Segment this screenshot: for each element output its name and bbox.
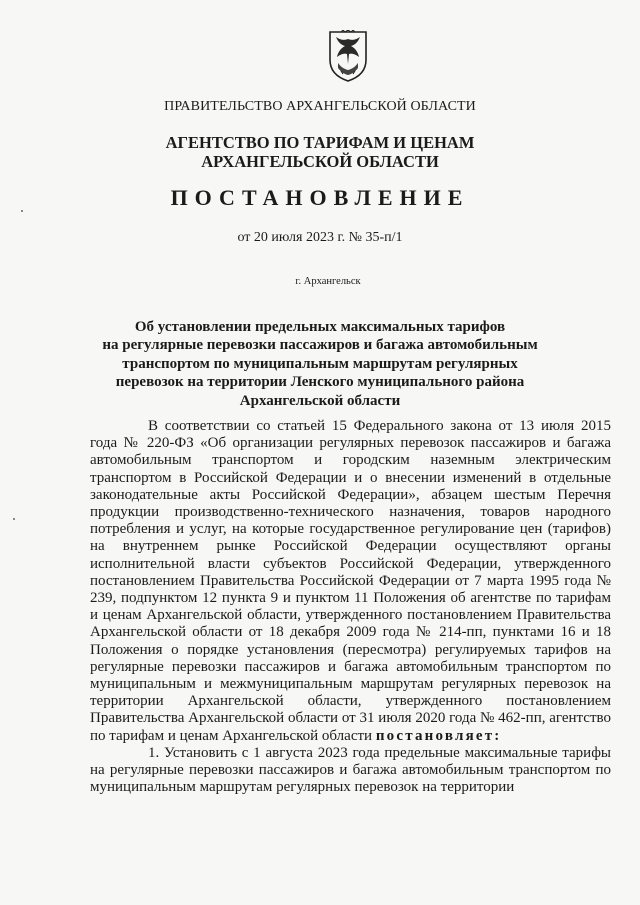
document-title — [0, 318, 640, 410]
agency-name-line: АРХАНГЕЛЬСКОЙ ОБЛАСТИ — [201, 152, 439, 171]
coat-of-arms-icon — [327, 30, 369, 82]
item-1-paragraph: 1. Установить с 1 августа 2023 года предельные максимальные тарифы на регулярные перевозки пассажиров и багажа автомобильным транспортом по муниципальным маршрутам регулярных перевозок на территории — [90, 744, 611, 796]
agency-name-line: АГЕНТСТВО ПО ТАРИФАМ И ЦЕНАМ — [165, 133, 475, 152]
preamble-paragraph — [90, 418, 611, 745]
title-line: транспортом по муниципальным маршрутам регулярных — [122, 355, 518, 372]
title-line: на регулярные перевозки пассажиров и багажа автомобильным — [102, 337, 538, 354]
document-type: ПОСТАНОВЛЕНИЕ — [170, 185, 470, 210]
city: г. Архангельск — [295, 276, 361, 287]
title-line: Архангельской области — [239, 392, 401, 409]
title-line: перевозок на территории Ленского муниципального района — [115, 374, 525, 391]
scan-mark — [21, 210, 23, 212]
title-line: Об установлении предельных максимальных тарифов — [134, 319, 506, 335]
scan-mark — [13, 518, 15, 520]
date-number: от 20 июля 2023 г. № 35-п/1 — [237, 230, 403, 245]
resolves-word: постановляет: — [375, 727, 502, 744]
preamble-text: В соответствии со статьей 15 Федерального закона от 13 июля 2015 года № 220-ФЗ «Об организации регулярных перевозок пассажиров и багажа автомобильным транспортом и городским наземным электрическим транспортом в Российской Федерации и о внесении изменений в отдельные законодательные акты Российской Федерации», абзацем шестым Перечня продукции производственно-технического назначения, товаров народного потребления и услуг, на которые государственное регулирование цен (тарифов) на внутреннем рынке Российской Федерации осуществляют органы исполнительной власти субъектов Российской Федерации, утвержденного постановлением Правительства Российской Федерации от 7 марта 1995 года № 239, подпунктом 12 пункта 9 и пунктом 11 Положения об агентстве по тарифам и ценам Архангельской области, утвержденного постановлением Правительства Архангельской области от 18 декабря 2009 года № 214-пп, пунктами 16 и 18 Положения о порядке установления (пересмотра) регулируемых тарифов на регулярные перевозки пассажиров и багажа автомобильным транспортом по муниципальным и межмуниципальным маршрутам регулярных перевозок на территории Архангельской области, утвержденного постановлением Правительства Архангельской области от 31 июля 2020 года № 462-пп, агентство по тарифам и ценам Архангельской области — [90, 418, 611, 744]
agency-name — [0, 133, 640, 171]
government-name: ПРАВИТЕЛЬСТВО АРХАНГЕЛЬСКОЙ ОБЛАСТИ — [164, 99, 476, 114]
document-body — [90, 418, 611, 796]
